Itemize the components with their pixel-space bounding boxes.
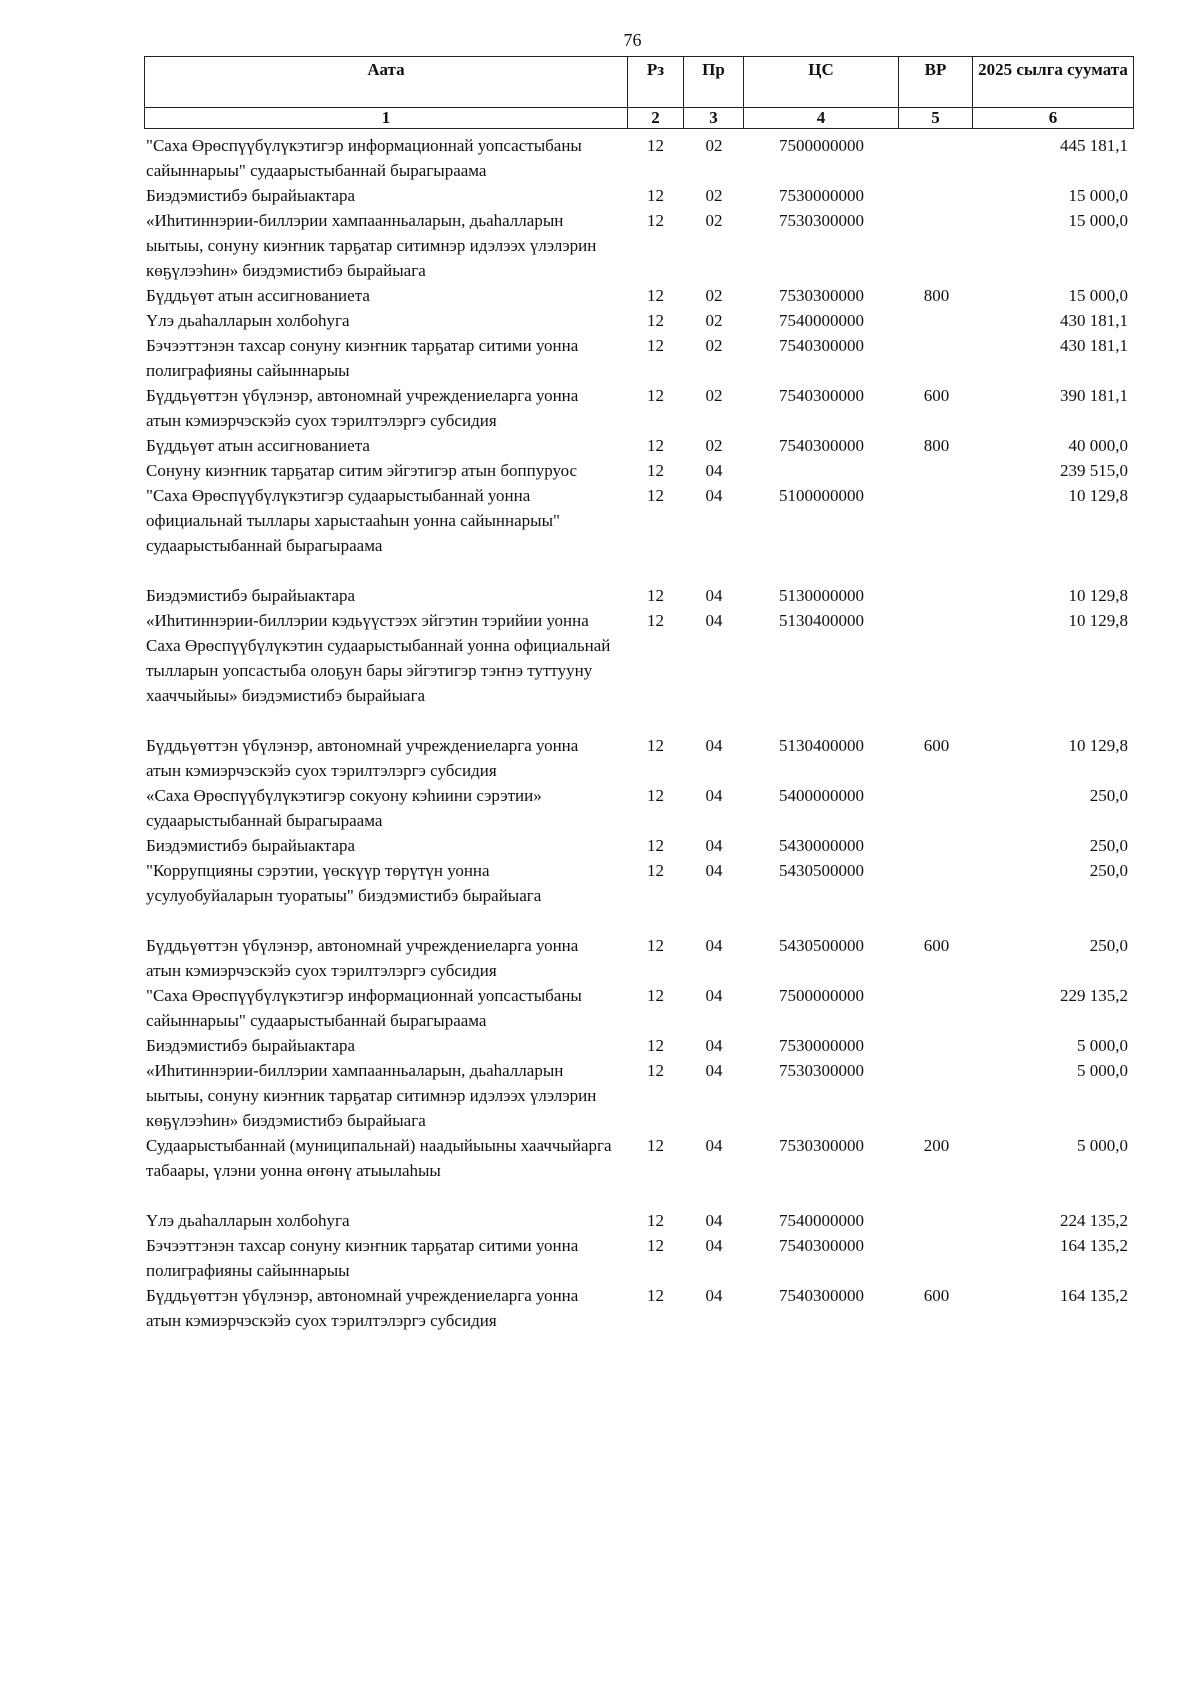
row-pr: 02 [705, 311, 723, 330]
row-name: Бүддьүөт атын ассигнованиета [146, 436, 370, 455]
row-sum: 229 135,2 [1060, 986, 1128, 1005]
table-row [144, 1058, 1133, 1133]
row-cs: 7540000000 [779, 1211, 864, 1230]
row-rz: 12 [647, 1286, 664, 1305]
row-cs: 7540000000 [779, 311, 864, 330]
table-body [144, 133, 1133, 1333]
row-rz: 12 [647, 861, 664, 880]
header-name: Аата [145, 57, 628, 108]
row-name: Биэдэмистибэ бырайыактара [146, 586, 356, 605]
row-name: Бүддьүөттэн үбүлэнэр, автономнай учреждениеларга уонна атын кэмиэрчэскэйэ суох тэрилтэлэргэ субсидия [146, 386, 579, 430]
header-rz: Рз [628, 57, 684, 108]
row-pr: 04 [705, 486, 723, 505]
page-number: 76 [623, 30, 642, 50]
row-sum: 10 129,8 [1068, 486, 1128, 505]
table-row [144, 1233, 1133, 1283]
table-row [144, 783, 1133, 833]
table-row [144, 383, 1133, 433]
row-sum: 390 181,1 [1060, 386, 1128, 405]
row-sum: 15 000,0 [1068, 286, 1128, 305]
row-pr: 04 [705, 1036, 723, 1055]
row-cs: 5400000000 [779, 786, 864, 805]
col-number: 4 [744, 108, 899, 129]
row-spacer [144, 1183, 1133, 1208]
table-row [144, 1283, 1133, 1333]
row-rz: 12 [647, 286, 664, 305]
row-cs: 5130400000 [779, 736, 864, 755]
row-cs: 5130000000 [779, 586, 864, 605]
table-row [144, 333, 1133, 383]
row-name: "Коррупцияны сэрэтии, үөскүүр төрүтүн уонна усулуобуйаларын туоратыы" биэдэмистибэ бырайыага [146, 861, 542, 905]
table-row [144, 833, 1133, 858]
row-sum: 10 129,8 [1068, 736, 1128, 755]
row-pr: 02 [705, 386, 723, 405]
col-number: 5 [899, 108, 973, 129]
row-vr: 200 [923, 1136, 950, 1155]
row-pr: 04 [705, 836, 723, 855]
row-name: "Саха Өрөспүүбүлүкэтигэр судаарыстыбаннай уонна официальнай тыллары харыстааһын уонна сайыннарыы" судаарыстыбаннай бырагыраама [146, 486, 560, 555]
row-rz: 12 [647, 1236, 664, 1255]
row-cs: 5130400000 [779, 611, 864, 630]
row-name: Бүддьүөт атын ассигнованиета [146, 286, 370, 305]
row-sum: 239 515,0 [1060, 461, 1128, 480]
row-cs: 7530300000 [779, 1061, 864, 1080]
row-pr: 04 [705, 586, 723, 605]
row-sum: 250,0 [1089, 786, 1128, 805]
header-row [145, 57, 1134, 108]
row-rz: 12 [647, 336, 664, 355]
header-cs: ЦС [744, 57, 899, 108]
row-name: Бүддьүөттэн үбүлэнэр, автономнай учреждениеларга уонна атын кэмиэрчэскэйэ суох тэрилтэлэргэ субсидия [146, 1286, 579, 1330]
table-row [144, 283, 1133, 308]
table-row [144, 733, 1133, 783]
table-row [144, 308, 1133, 333]
row-cs: 5430500000 [779, 861, 864, 880]
row-pr: 04 [705, 461, 723, 480]
row-name: «Иһитиннэрии-биллэрии хампаанньаларын, дьаһалларын ыытыы, сонуну киэҥник тарҕатар ситимнэр идэлээх үлэлэрин көҕүлээһин» биэдэмистибэ бырайыага [146, 211, 597, 280]
row-sum: 164 135,2 [1060, 1236, 1128, 1255]
row-sum: 250,0 [1089, 836, 1128, 855]
row-cs: 7540300000 [779, 336, 864, 355]
row-pr: 04 [705, 736, 723, 755]
row-sum: 430 181,1 [1060, 311, 1128, 330]
row-rz: 12 [647, 936, 664, 955]
row-rz: 12 [647, 786, 664, 805]
row-rz: 12 [647, 836, 664, 855]
table-row [144, 183, 1133, 208]
row-vr: 600 [923, 1286, 950, 1305]
row-rz: 12 [647, 186, 664, 205]
col-number: 3 [684, 108, 744, 129]
row-cs: 7530300000 [779, 286, 864, 305]
row-pr: 04 [705, 1236, 723, 1255]
row-sum: 15 000,0 [1068, 211, 1128, 230]
row-name: "Саха Өрөспүүбүлүкэтигэр информационнай уопсастыбаны сайыннарыы" судаарыстыбаннай бырагыраама [146, 136, 582, 180]
row-spacer [144, 558, 1133, 583]
row-name: «Иһитиннэрии-биллэрии кэдьүүстээх эйгэтин тэрийии уонна Саха Өрөспүүбүлүкэтин судаарыстыбаннай уонна официальнай тылларын уопсастыба олоҕун бары эйгэтигэр тэҥнэ туттууну хааччыйыы» биэдэмистибэ бырайыага [146, 611, 611, 705]
table-row [144, 1033, 1133, 1058]
row-spacer [144, 908, 1133, 933]
table-row [144, 433, 1133, 458]
col-number: 2 [628, 108, 684, 129]
row-name: Биэдэмистибэ бырайыактара [146, 836, 356, 855]
row-vr: 800 [923, 286, 950, 305]
row-rz: 12 [647, 986, 664, 1005]
row-rz: 12 [647, 1136, 664, 1155]
row-cs: 5100000000 [779, 486, 864, 505]
table-row [144, 608, 1133, 708]
column-number-row [145, 108, 1134, 129]
row-sum: 15 000,0 [1068, 186, 1128, 205]
row-sum: 445 181,1 [1060, 136, 1128, 155]
row-pr: 02 [705, 336, 723, 355]
row-pr: 04 [705, 1211, 723, 1230]
row-name: Судаарыстыбаннай (муниципальнай) наадыйыыны хааччыйарга табаары, үлэни уонна өҥөнү атыылаһыы [146, 1136, 612, 1180]
row-pr: 02 [705, 186, 723, 205]
table-row [144, 1208, 1133, 1233]
row-spacer [144, 708, 1133, 733]
row-name: «Иһитиннэрии-биллэрии хампаанньаларын, дьаһалларын ыытыы, сонуну киэҥник тарҕатар ситимнэр идэлээх үлэлэрин көҕүлээһин» биэдэмистибэ бырайыага [146, 1061, 597, 1130]
col-number: 6 [973, 108, 1134, 129]
row-name: Биэдэмистибэ бырайыактара [146, 186, 356, 205]
table-row [144, 933, 1133, 983]
row-pr: 04 [705, 986, 723, 1005]
row-sum: 10 129,8 [1068, 586, 1128, 605]
row-vr: 600 [923, 386, 950, 405]
row-cs: 7540300000 [779, 386, 864, 405]
row-rz: 12 [647, 586, 664, 605]
row-pr: 04 [705, 1286, 723, 1305]
row-sum: 250,0 [1089, 936, 1128, 955]
row-pr: 02 [705, 211, 723, 230]
row-name: Үлэ дьаһалларын холбоһуга [146, 311, 350, 330]
row-sum: 5 000,0 [1077, 1136, 1128, 1155]
table-row [144, 583, 1133, 608]
row-rz: 12 [647, 386, 664, 405]
row-rz: 12 [647, 1036, 664, 1055]
row-cs: 7540300000 [779, 436, 864, 455]
row-sum: 5 000,0 [1077, 1036, 1128, 1055]
header-vr: ВР [899, 57, 973, 108]
row-sum: 224 135,2 [1060, 1211, 1128, 1230]
row-rz: 12 [647, 1211, 664, 1230]
table-row [144, 983, 1133, 1033]
row-pr: 04 [705, 861, 723, 880]
row-rz: 12 [647, 611, 664, 630]
row-rz: 12 [647, 436, 664, 455]
row-name: Биэдэмистибэ бырайыактара [146, 1036, 356, 1055]
row-name: Бэчээттэнэн тахсар сонуну киэҥник тарҕатар ситими уонна полиграфияны сайыннарыы [146, 1236, 579, 1280]
row-pr: 02 [705, 436, 723, 455]
row-sum: 250,0 [1089, 861, 1128, 880]
row-pr: 02 [705, 136, 723, 155]
row-rz: 12 [647, 311, 664, 330]
row-pr: 04 [705, 611, 723, 630]
row-name: "Саха Өрөспүүбүлүкэтигэр информационнай уопсастыбаны сайыннарыы" судаарыстыбаннай бырагыраама [146, 986, 582, 1030]
row-rz: 12 [647, 736, 664, 755]
row-rz: 12 [647, 461, 664, 480]
row-rz: 12 [647, 211, 664, 230]
row-name: «Саха Өрөспүүбүлүкэтигэр сокуону кэһиини сэрэтии» судаарыстыбаннай бырагыраама [146, 786, 542, 830]
row-sum: 430 181,1 [1060, 336, 1128, 355]
row-cs: 7530000000 [779, 186, 864, 205]
row-sum: 10 129,8 [1068, 611, 1128, 630]
row-cs: 7530000000 [779, 1036, 864, 1055]
row-name: Сонуну киэҥник тарҕатар ситим эйгэтигэр атын боппуруос [146, 461, 578, 480]
header-sum: 2025 сылга суумата [973, 57, 1134, 108]
row-cs: 5430000000 [779, 836, 864, 855]
row-rz: 12 [647, 1061, 664, 1080]
row-cs: 7530300000 [779, 1136, 864, 1155]
row-pr: 02 [705, 286, 723, 305]
table-row [144, 458, 1133, 483]
table-header [144, 56, 1134, 129]
row-pr: 04 [705, 936, 723, 955]
col-number: 1 [145, 108, 628, 129]
row-cs: 7500000000 [779, 136, 864, 155]
row-vr: 800 [923, 436, 950, 455]
row-name: Үлэ дьаһалларын холбоһуга [146, 1211, 350, 1230]
row-rz: 12 [647, 136, 664, 155]
row-cs: 7530300000 [779, 211, 864, 230]
header-pr: Пр [684, 57, 744, 108]
row-sum: 164 135,2 [1060, 1286, 1128, 1305]
row-pr: 04 [705, 1136, 723, 1155]
table-row [144, 858, 1133, 908]
table-row [144, 133, 1133, 183]
table-row [144, 483, 1133, 558]
row-cs: 5430500000 [779, 936, 864, 955]
row-sum: 5 000,0 [1077, 1061, 1128, 1080]
row-rz: 12 [647, 486, 664, 505]
row-cs: 7540300000 [779, 1286, 864, 1305]
row-name: Бүддьүөттэн үбүлэнэр, автономнай учреждениеларга уонна атын кэмиэрчэскэйэ суох тэрилтэлэргэ субсидия [146, 736, 579, 780]
row-name: Бүддьүөттэн үбүлэнэр, автономнай учреждениеларга уонна атын кэмиэрчэскэйэ суох тэрилтэлэргэ субсидия [146, 936, 579, 980]
table-row [144, 208, 1133, 283]
row-cs: 7500000000 [779, 986, 864, 1005]
row-pr: 04 [705, 786, 723, 805]
row-pr: 04 [705, 1061, 723, 1080]
row-name: Бэчээттэнэн тахсар сонуну киэҥник тарҕатар ситими уонна полиграфияны сайыннарыы [146, 336, 579, 380]
row-cs: 7540300000 [779, 1236, 864, 1255]
row-vr: 600 [923, 736, 950, 755]
row-sum: 40 000,0 [1068, 436, 1128, 455]
table-row [144, 1133, 1133, 1183]
row-vr: 600 [923, 936, 950, 955]
